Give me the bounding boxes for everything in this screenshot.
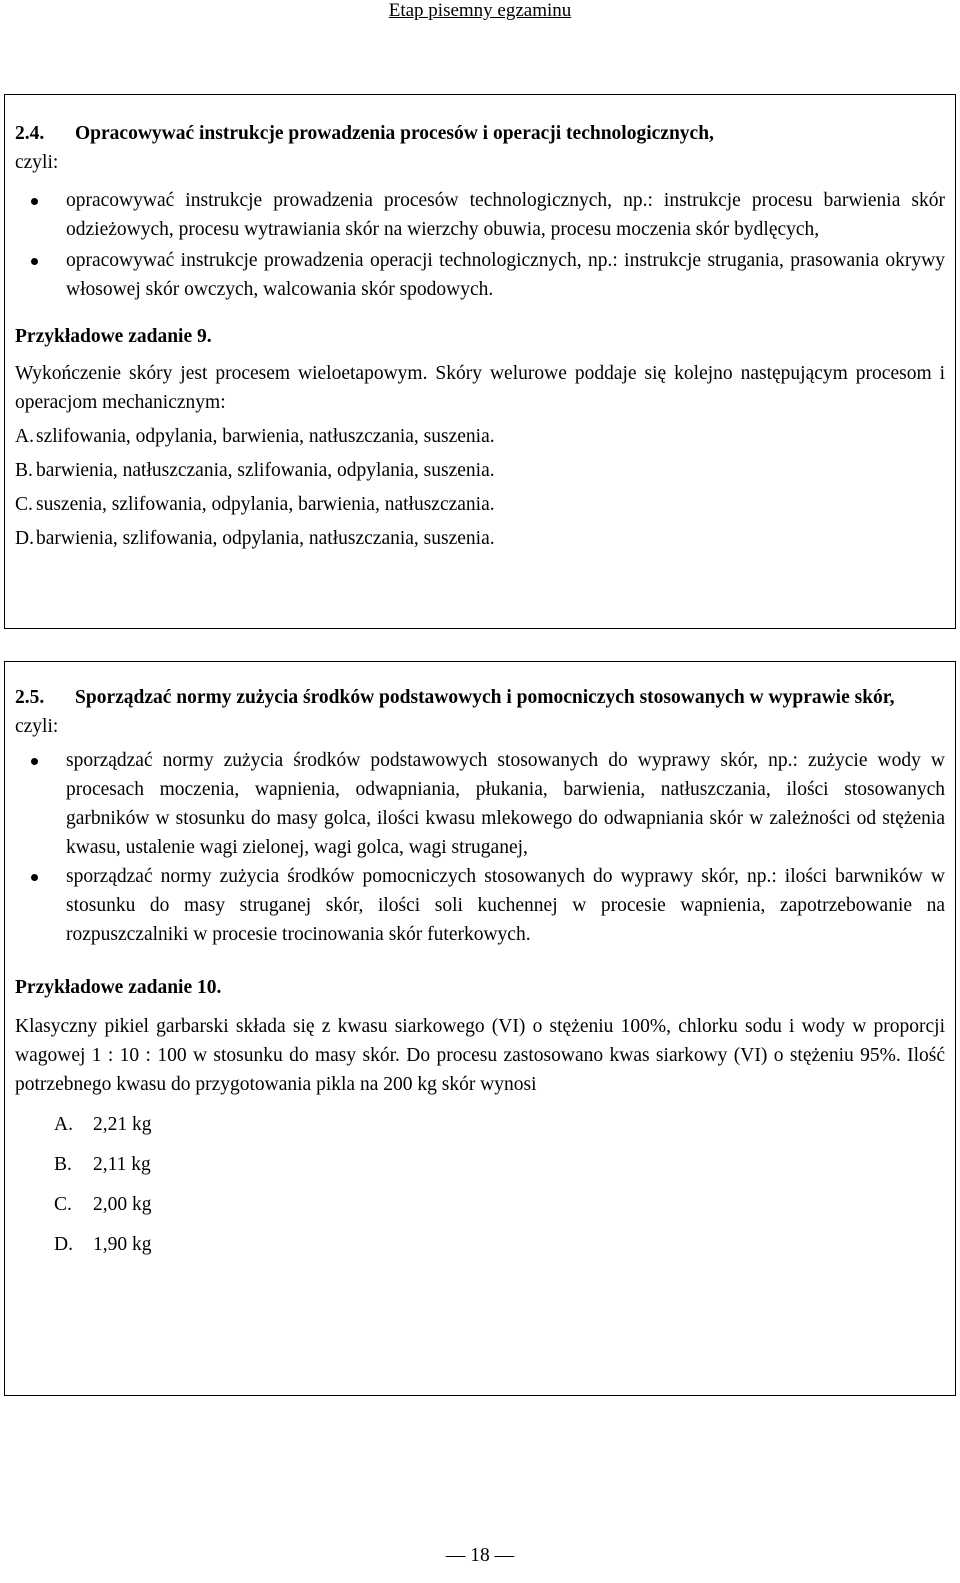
answer-option-a [54,1110,945,1139]
task-text: Klasyczny pikiel garbarski składa się z kwasu siarkowego (VI) o stężeniu 100%, chlorku sodu i wody w proporcji wagowej 1 : 10 : 100 w stosunku do masy skór. Do procesu zastosowano kwas siarkowy (VI) o stężeniu 95%. Ilość potrzebnego kwasu do przygotowania pikla na 200 kg skór wynosi [15,1016,945,1095]
answer-option-d [15,524,945,553]
answer-option-c [15,490,945,519]
section-heading [15,119,945,148]
option-text: 2,00 kg [93,1194,152,1215]
section-box-2-4 [4,94,956,629]
option-text: suszenia, szlifowania, odpylania, barwienia, natłuszczania. [36,494,495,515]
option-text: 2,11 kg [93,1154,151,1175]
czyli-label: czyli: [15,716,59,737]
answer-option-b [54,1150,945,1179]
section-number: 2.4. [15,123,45,144]
option-letter: C. [54,1194,72,1215]
option-text: barwienia, natłuszczania, szlifowania, odpylania, suszenia. [36,460,495,481]
task-title: Przykładowe zadanie 9. [15,326,212,347]
option-letter: C. [15,494,33,515]
bullet-item: sporządzać normy zużycia środków podstawowych stosowanych do wyprawy skór, np.: zużycie wody w procesach moczenia, wapnienia, odwapniania, płukania, barwienia, natłuszczania, ilości stosowanych garbników w stosunku do masy golca, ilości kwasu mlekowego do odwapniania skór w zależności od stężenia kwasu, ustalenie wagi zielonej, wagi golca, wagi struganej, [15,746,945,862]
option-text: szlifowania, odpylania, barwienia, natłuszczania, suszenia. [36,426,495,447]
section-title: Opracowywać instrukcje prowadzenia procesów i operacji technologicznych, [75,123,714,144]
bullet-list [15,186,945,304]
answer-options [15,422,945,553]
option-letter: D. [15,528,34,549]
option-letter: B. [15,460,33,481]
bullet-list [15,746,945,949]
answer-option-d [54,1230,945,1259]
option-letter: D. [54,1234,73,1255]
czyli-label: czyli: [15,152,59,173]
option-letter: B. [54,1154,72,1175]
bullet-item: sporządzać normy zużycia środków pomocniczych stosowanych do wyprawy skór, np.: ilości barwników w stosunku do masy struganej skór, ilości soli kuchennej w procesie wapnienia, zapotrzebowanie na rozpuszczalniki w procesie trocinowania skór futerkowych. [15,862,945,949]
bullet-item: opracowywać instrukcje prowadzenia procesów technologicznych, np.: instrukcje procesu barwienia skór odzieżowych, procesu wytrawiania skór na wierzchy obuwia, procesu moczenia skór bydlęcych, [15,186,945,244]
answer-option-b [15,456,945,485]
option-text: 2,21 kg [93,1114,152,1135]
option-text: barwienia, szlifowania, odpylania, natłuszczania, suszenia. [36,528,495,549]
option-letter: A. [15,426,34,447]
section-box-2-5 [4,661,956,1396]
answer-option-a [15,422,945,451]
section-title: Sporządzać normy zużycia środków podstawowych i pomocniczych stosowanych w wyprawie skór, [75,687,895,708]
page-header-title: Etap pisemny egzaminu [388,0,572,21]
answer-option-c [54,1190,945,1219]
answer-options [15,1110,945,1259]
option-text: 1,90 kg [93,1234,152,1255]
section-number: 2.5. [15,687,45,708]
section-heading [15,683,945,712]
option-letter: A. [54,1114,73,1135]
task-title: Przykładowe zadanie 10. [15,977,222,998]
task-text: Wykończenie skóry jest procesem wieloetapowym. Skóry welurowe poddaje się kolejno następującym procesom i operacjom mechanicznym: [15,363,945,413]
bullet-item: opracowywać instrukcje prowadzenia operacji technologicznych, np.: instrukcje strugania, prasowania okrywy włosowej skór owczych, walcowania skór spodowych. [15,246,945,304]
page-number: — 18 — [445,1545,515,1566]
